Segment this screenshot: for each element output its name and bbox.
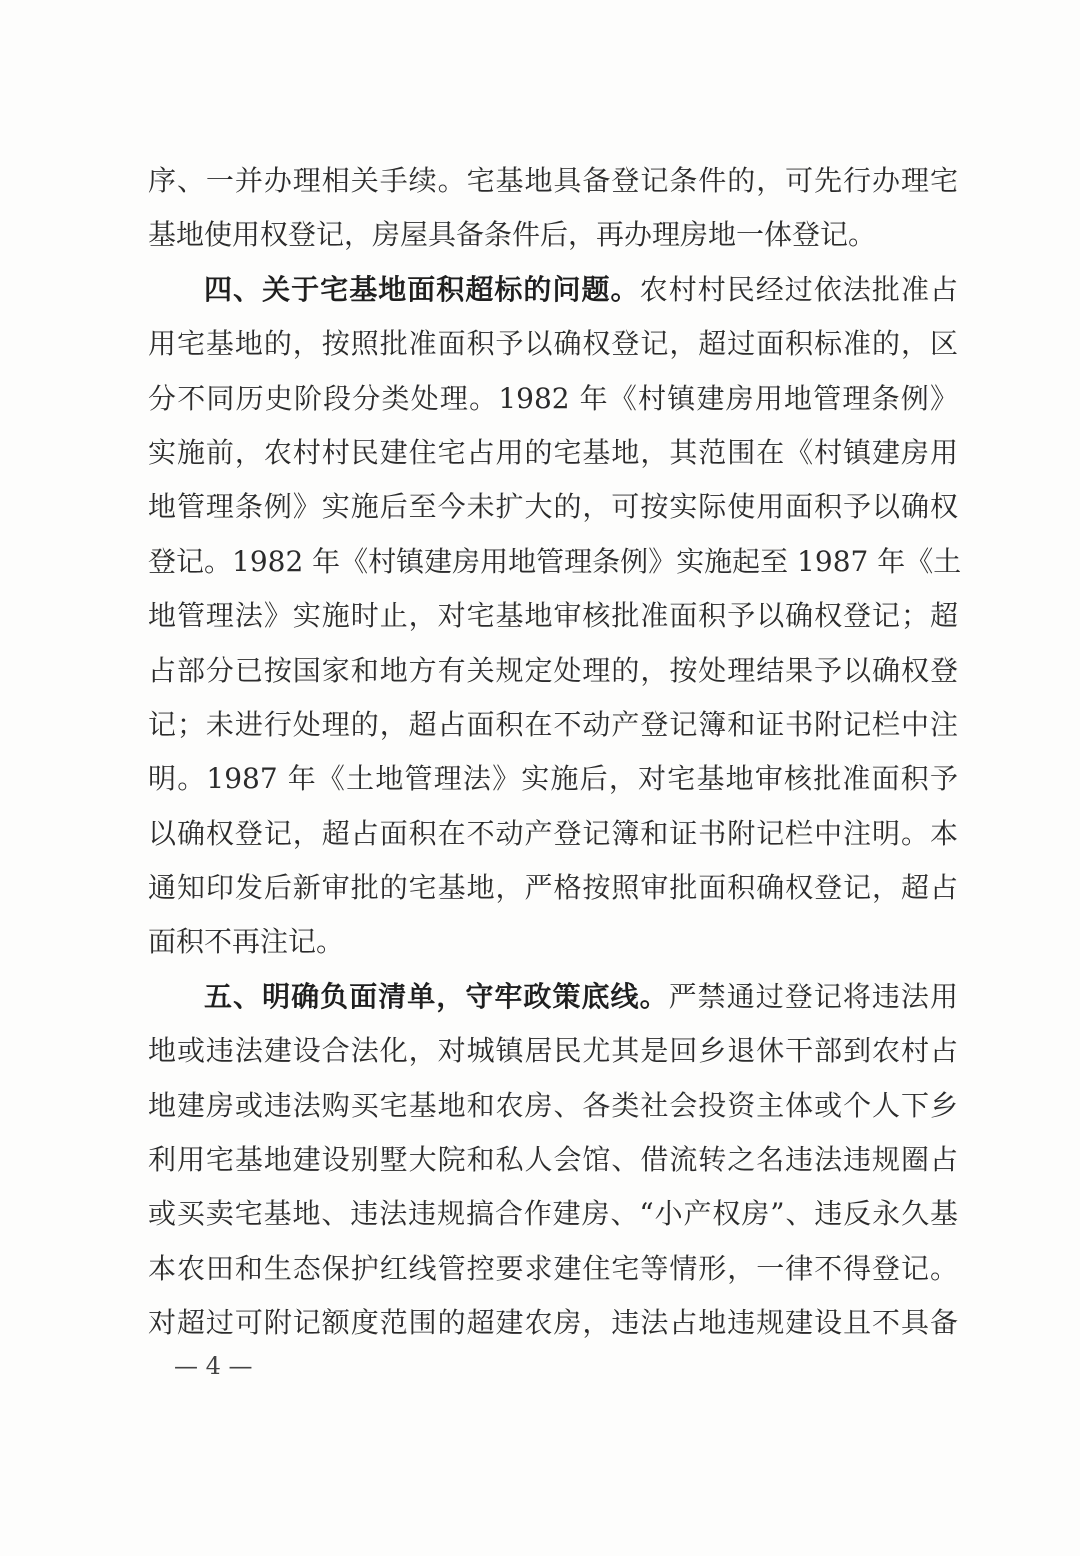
text-line: 以确权登记，超占面积在不动产登记簿和证书附记栏中注明。本 <box>148 816 958 850</box>
text-line: 地管理条例》实施后至今未扩大的，可按实际使用面积予以确权 <box>148 490 958 524</box>
section-5-first-line-text: 严禁通过登记将违法用 <box>668 979 958 1013</box>
text-line: 地管理法》实施时止，对宅基地审核批准面积予以确权登记；超 <box>148 599 958 633</box>
page-number: — 4 — <box>174 1352 253 1380</box>
text-line: 对超过可附记额度范围的超建农房，违法占地违规建设且不具备 <box>148 1306 958 1340</box>
section-5-heading: 五、明确负面清单，守牢政策底线。 <box>204 979 669 1013</box>
text-line: 记；未进行处理的，超占面积在不动产登记簿和证书附记栏中注 <box>148 707 958 741</box>
text-line: 地建房或违法购买宅基地和农房、各类社会投资主体或个人下乡 <box>148 1088 958 1122</box>
text-line: 通知印发后新审批的宅基地，严格按照审批面积确权登记，超占 <box>148 871 958 905</box>
text-line: 面积不再注记。 <box>148 925 345 959</box>
text-line: 序、一并办理相关手续。宅基地具备登记条件的，可先行办理宅 <box>148 164 958 197</box>
text-line: 用宅基地的，按照批准面积予以确权登记，超过面积标准的，区 <box>148 327 958 361</box>
text-line: 或买卖宅基地、违法违规搞合作建房、“小产权房”、违反永久基 <box>148 1197 958 1231</box>
text-line: 占部分已按国家和地方有关规定处理的，按处理结果予以确权登 <box>148 653 958 687</box>
section-4-first-line <box>148 263 958 317</box>
text-line: 地或违法建设合法化，对城镇居民尤其是回乡退休干部到农村占 <box>148 1034 958 1068</box>
text-line: 明。1987 年《土地管理法》实施后，对宅基地审核批准面积予 <box>148 762 958 796</box>
text-line: 分不同历史阶段分类处理。1982 年《村镇建房用地管理条例》 <box>148 381 958 415</box>
text-line: 实施前，农村村民建住宅占用的宅基地，其范围在《村镇建房用 <box>148 435 958 469</box>
text-line: 登记。1982 年《村镇建房用地管理条例》实施起至 1987 年《土 <box>148 544 962 578</box>
section-4-heading: 四、关于宅基地面积超标的问题。 <box>204 272 640 306</box>
text-line: 利用宅基地建设别墅大院和私人会馆、借流转之名违法违规圈占 <box>148 1143 958 1177</box>
text-line: 本农田和生态保护红线管控要求建住宅等情形，一律不得登记。 <box>148 1251 958 1285</box>
body-text <box>148 154 962 1351</box>
text-line: 基地使用权登记，房屋具备条件后，再办理房地一体登记。 <box>148 218 877 252</box>
section-4-first-line-text: 农村村民经过依法批准占 <box>639 272 958 306</box>
section-5-first-line <box>148 970 958 1024</box>
